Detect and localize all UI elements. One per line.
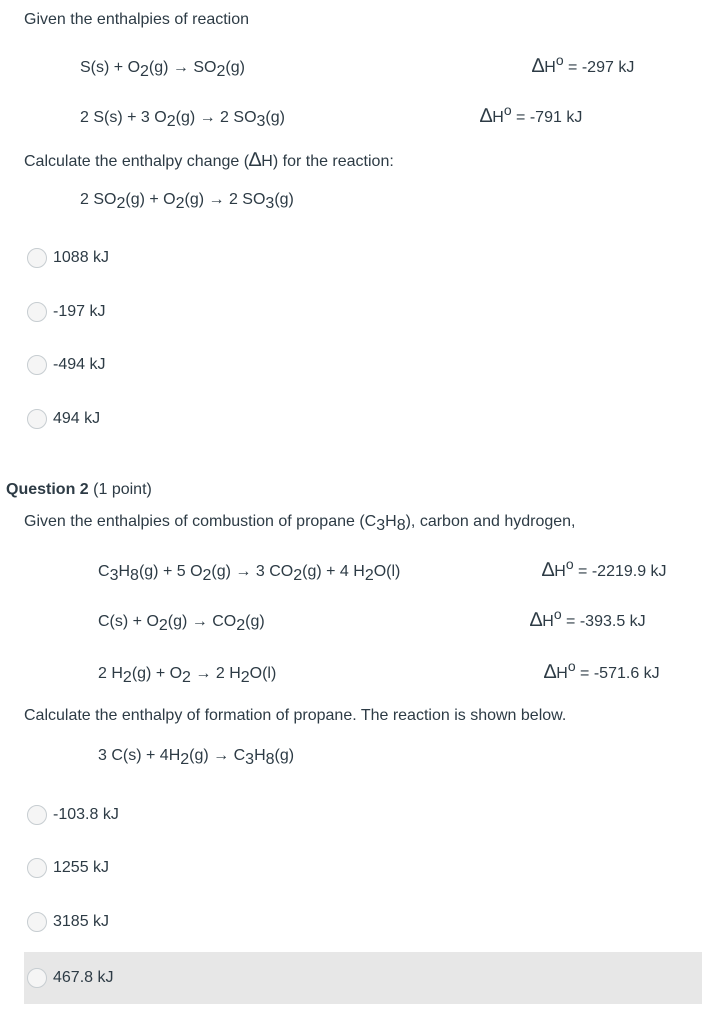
- radio-button[interactable]: [27, 912, 47, 932]
- q2-delta-h-1: $\Delta H^o = -2219.9$ kJ: [542, 556, 667, 581]
- delta-icon: ∆: [532, 55, 545, 77]
- q2-equation-2: $C(s) + O_2(g) \to CO_2(g)$: [98, 613, 265, 634]
- radio-button[interactable]: [27, 302, 47, 322]
- q2-option-4[interactable]: 467.8 kJ: [24, 952, 702, 1004]
- q2-option-3[interactable]: 3185 kJ: [24, 896, 702, 948]
- q1-delta-h-2: $\Delta H^o = -791$ kJ: [480, 102, 583, 127]
- q1-delta-h-1: $\Delta H^o = -297$ kJ: [532, 52, 635, 77]
- radio-button[interactable]: [27, 968, 47, 988]
- q1-equation-1: $S(s) + O_2(g) \to SO_2(g)$: [80, 59, 245, 80]
- q2-intro: Given the enthalpies of combustion of propane $(C_3H_8)$, carbon and hydrogen,: [24, 513, 576, 534]
- q2-target-reaction: 3 $C(s) + 4H_2(g) \to C_3H_8(g)$: [98, 747, 295, 768]
- radio-button[interactable]: [27, 805, 47, 825]
- radio-button[interactable]: [27, 858, 47, 878]
- q1-option-4[interactable]: 494 kJ: [24, 393, 702, 445]
- q2-delta-h-3: $\Delta H^o = -571.6$ kJ: [544, 658, 660, 683]
- q2-option-1[interactable]: -103.8 kJ: [24, 789, 702, 841]
- q2-header: Question 2 (1 point): [6, 481, 152, 498]
- delta-icon: ∆: [530, 609, 543, 631]
- radio-button[interactable]: [27, 355, 47, 375]
- q2-option-2[interactable]: 1255 kJ: [24, 842, 702, 894]
- q1-option-3[interactable]: -494 kJ: [24, 339, 702, 391]
- q1-option-1[interactable]: 1088 kJ: [24, 232, 702, 284]
- q1-option-2[interactable]: -197 kJ: [24, 286, 702, 338]
- q2-equation-3: 2 $H_2(g) + O_2 \to 2$ $H_2O(l)$: [98, 665, 277, 686]
- q1-prompt: Calculate the enthalpy change (∆H) for the reaction:: [24, 149, 394, 171]
- radio-button[interactable]: [27, 248, 47, 268]
- q2-equation-1: $C_3H_8(g) + 5$ $O_2(g) \to 3$ $CO_2(g) + 4$ $H_2O(l)$: [98, 563, 401, 584]
- delta-icon: ∆: [542, 559, 555, 581]
- radio-button[interactable]: [27, 409, 47, 429]
- q1-intro: Given the enthalpies of reaction: [24, 11, 250, 28]
- q2-delta-h-2: $\Delta H^o = -393.5$ kJ: [530, 606, 646, 631]
- delta-icon: ∆: [544, 661, 557, 683]
- delta-icon: ∆: [249, 149, 262, 171]
- q1-equation-2: 2 S(s) + 3 $O_2(g) \to 2$ $SO_3(g)$: [80, 109, 285, 130]
- q1-target-reaction: 2 $SO_2(g) + O_2(g) \to 2$ $SO_3(g)$: [80, 191, 294, 212]
- delta-icon: ∆: [480, 105, 493, 127]
- q2-prompt: Calculate the enthalpy of formation of propane. The reaction is shown below.: [24, 707, 567, 724]
